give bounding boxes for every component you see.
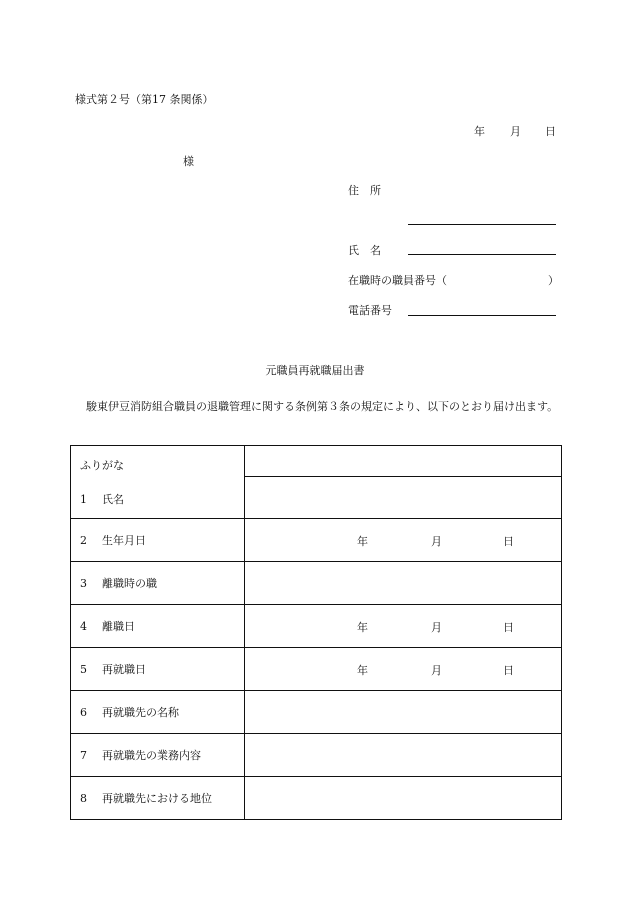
- row-number: 2: [80, 534, 87, 547]
- row-label: 再就職先における地位: [102, 792, 212, 805]
- row-number: 6: [80, 706, 87, 719]
- table-row: [71, 562, 562, 605]
- employee-number-close: ）: [548, 274, 559, 287]
- month-label: 月: [431, 621, 442, 634]
- date-day-label: 日: [545, 125, 556, 138]
- row-label: 氏名: [102, 493, 124, 506]
- name-label: 氏 名: [348, 244, 381, 257]
- day-label: 日: [503, 535, 514, 548]
- address-label: 住 所: [348, 184, 381, 197]
- row-label: 離職日: [102, 620, 135, 633]
- name-input-line[interactable]: [408, 254, 556, 255]
- row-label: 再就職先の名称: [102, 706, 179, 719]
- row-number: 8: [80, 792, 87, 805]
- furigana-label: ふりがな: [80, 459, 124, 472]
- table-row: [71, 446, 562, 477]
- table-row: [71, 691, 562, 734]
- row-label: 生年月日: [102, 534, 146, 547]
- phone-input-line[interactable]: [408, 315, 556, 316]
- row-label: 離職時の職: [102, 577, 157, 590]
- document-body: 駿東伊豆消防組合職員の退職管理に関する条例第３条の規定により、以下のとおり届け出ます。: [75, 400, 559, 413]
- employee-number-label: 在職時の職員番号（: [348, 274, 447, 287]
- date-month-label: 月: [510, 125, 521, 138]
- position-at-employer-input[interactable]: [245, 777, 562, 820]
- document-title: 元職員再就職届出書: [265, 364, 365, 377]
- form-name: 様式第２号（第17 条関係）: [75, 93, 214, 106]
- reemployment-date-input[interactable]: [245, 648, 562, 691]
- table-row: [71, 648, 562, 691]
- year-label: 年: [357, 664, 368, 677]
- reemployment-table: [70, 445, 562, 820]
- year-label: 年: [357, 621, 368, 634]
- day-label: 日: [503, 621, 514, 634]
- month-label: 月: [431, 535, 442, 548]
- year-label: 年: [357, 535, 368, 548]
- employer-business-input[interactable]: [245, 734, 562, 777]
- table-row: [71, 605, 562, 648]
- name-input[interactable]: [245, 477, 562, 519]
- row-label: 再就職先の業務内容: [102, 749, 201, 762]
- address-input-line[interactable]: [408, 224, 556, 225]
- row-number: 3: [80, 577, 87, 590]
- month-label: 月: [431, 664, 442, 677]
- birth-date-input[interactable]: [245, 519, 562, 562]
- employee-number-field[interactable]: [458, 272, 546, 286]
- row-number: 7: [80, 749, 87, 762]
- table-row: [71, 734, 562, 777]
- table-row: [71, 777, 562, 820]
- day-label: 日: [503, 664, 514, 677]
- position-at-retirement-input[interactable]: [245, 562, 562, 605]
- furigana-input[interactable]: [245, 446, 562, 477]
- row-number: 1: [80, 493, 87, 506]
- row-label: 再就職日: [102, 663, 146, 676]
- retirement-date-input[interactable]: [245, 605, 562, 648]
- row-number: 4: [80, 620, 87, 633]
- phone-label: 電話番号: [348, 304, 392, 317]
- date-year-label: 年: [474, 125, 485, 138]
- employer-name-input[interactable]: [245, 691, 562, 734]
- recipient-suffix: 様: [183, 155, 194, 168]
- table-row: [71, 519, 562, 562]
- name-label-cell: [71, 446, 245, 519]
- row-number: 5: [80, 663, 87, 676]
